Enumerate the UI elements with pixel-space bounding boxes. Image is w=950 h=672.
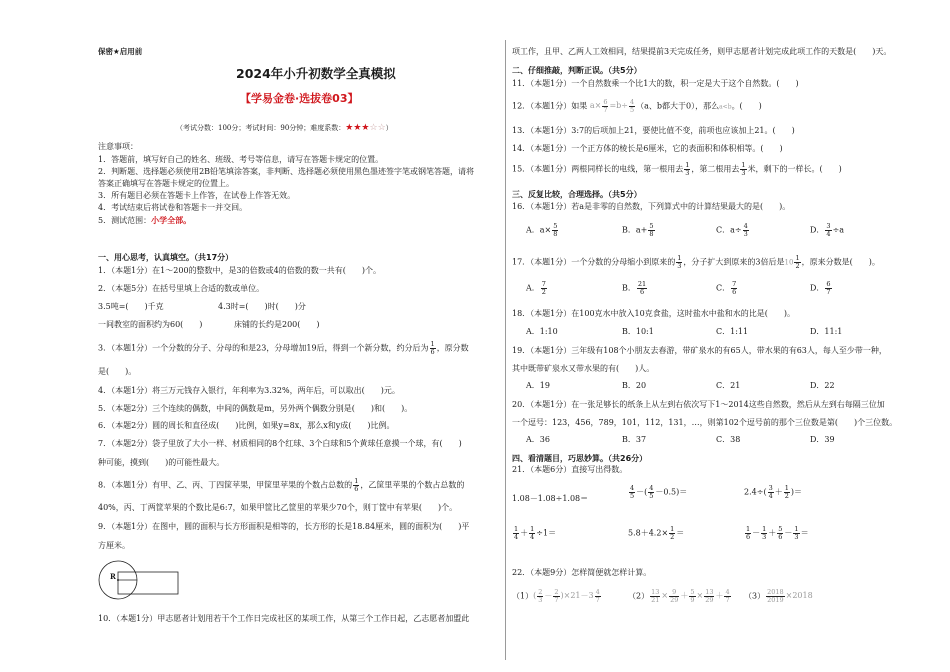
question-2: 2．（本题5分）在括号里填上合适的数或单位。: [98, 284, 265, 293]
question-14: 14．（本题1分）一个正方体的棱长是6厘米，它的表面积和体积相等。( ): [512, 144, 783, 153]
q3-text-b: ，原分数: [436, 343, 469, 353]
notice-item-1: 1．答题前，填写好自己的姓名、班级、考号等信息，请写在答题卡规定的位置。: [98, 155, 384, 164]
scope-label: 5．测试范围：: [98, 216, 152, 225]
difficulty-empty-stars-icon: ☆☆: [369, 123, 386, 133]
section-1-heading: 一、用心思考，认真填空。（共17分）: [98, 253, 234, 262]
question-9b: 方厘米。: [98, 541, 130, 550]
calc-5: 5.8＋4.2× $\frac{1}{2}$ ＝: [628, 525, 685, 541]
question-2d: 床铺的长约是200( ): [234, 320, 320, 329]
exam-title: 2024年小升初数学全真模拟: [236, 66, 396, 81]
q17-option-b[interactable]: B． $\frac{21}{6}$: [622, 280, 647, 296]
notice-item-3: 3．所有题目必须在答题卡上作答，在试卷上作答无效。: [98, 191, 296, 200]
notice-item-2b: 答案正确填写在答题卡规定的位置上。: [98, 179, 234, 188]
calc-3: 2.4÷( $\frac{3}{4}$ ＋ $\frac{1}{2}$ )＝: [744, 484, 802, 500]
question-4: 4．（本题1分）将三万元钱存入银行，年利率为3.32%，两年后，可以取出( )元。: [98, 386, 400, 395]
q8-text: 8．（本题1分）有甲、乙、丙、丁四筐苹果，甲筐里苹果的个数占总数的: [98, 480, 353, 490]
fraction: $\frac{1}{3}$: [685, 161, 690, 177]
question-10: 10．（本题1分）甲志愿者计划用若干个工作日完成社区的某项工作，从第三个工作日起，乙志愿者加盟此: [98, 614, 470, 623]
q19-option-a[interactable]: A．19: [526, 381, 550, 390]
q15-text: 15．（本题1分）两根同样长的电线，第一根用去: [512, 164, 684, 174]
q20-option-a[interactable]: A．36: [526, 435, 550, 444]
left-column: [98, 0, 498, 672]
question-3c: 是( )。: [98, 367, 137, 376]
secret-label: 保密★启用前: [98, 47, 143, 56]
q12-text: 12．（本题1分）如果: [512, 101, 588, 111]
q12-text-b: （a、b都大于0），那么: [636, 101, 720, 111]
question-13: 13．（本题1分）3:7的后项加上21，要使比值不变，前项也应该加上21。( ): [512, 126, 795, 135]
q19-option-b[interactable]: B．20: [622, 381, 647, 390]
q15-text-c: 米，剩下的一样长。( ): [747, 164, 842, 174]
q15-text-b: ，第二根用去: [691, 164, 740, 174]
notice-item-5: [98, 215, 191, 226]
q16-option-c[interactable]: C．a÷ $\frac{4}{3}$: [716, 222, 748, 238]
q16-option-a[interactable]: A．a× $\frac{5}{8}$: [526, 222, 558, 238]
question-15: [512, 162, 842, 177]
question-2b: 4.3时=( )时( )分: [218, 302, 306, 311]
question-18: 18．（本题1分）在100克水中放入10克食盐，这时盐水中盐和水的比是( )。: [512, 309, 795, 318]
question-3: [98, 341, 469, 356]
q16-option-b[interactable]: B．a+ $\frac{5}{8}$: [622, 222, 654, 238]
q12-inequality: a<b: [719, 103, 732, 111]
question-2a: 3.5吨=( )千克: [98, 302, 164, 311]
calc-1: 1.08－1.08÷1.08＝: [512, 494, 589, 503]
q8-text-b: ，乙筐里苹果的个数占总数的: [360, 480, 465, 490]
question-6: 6．（本题2分）圆的周长和直径成( )比例，如果y=8x，那么x和y成( )比例。: [98, 421, 395, 430]
question-2c: 一间教室的面积约为60( ): [98, 320, 203, 329]
q20-option-b[interactable]: B．37: [622, 435, 647, 444]
q17-option-a[interactable]: A． $\frac{7}{2}$: [526, 280, 546, 296]
question-7: 7．（本题2分）袋子里放了大小一样、材质相同的8个红球、3个白球和5个黄球任意摸一个球，有( ): [98, 439, 462, 448]
q17-text-b: ，分子扩大到原来的3倍后是: [683, 257, 785, 267]
question-7b: 种可能，摸到( )的可能性最大。: [98, 458, 225, 467]
q17-text: 17．（本题1分）一个分数的分母缩小到原来的: [512, 257, 676, 267]
section-4-heading: 四、看清题目，巧思妙算。（共26分）: [512, 454, 648, 463]
question-17: 17．（本题1分）一个分数的分母缩小到原来的 $\frac{1}{3}$ ，分子扩大到原来的3倍后是10 $\frac{1}{2}$ ，原来分数是( )。: [512, 254, 880, 270]
notice-heading: 注意事项：: [98, 142, 138, 151]
calc-2: $\frac{4}{5}$ －( $\frac{4}{5}$ －0.5)＝: [630, 484, 688, 500]
section-2-heading: 二、仔细推敲，判断正误。（共5分）: [512, 66, 642, 75]
fraction: $\frac{1}{3}$: [741, 161, 746, 177]
q20-option-c[interactable]: C．38: [716, 435, 741, 444]
q20-option-d[interactable]: D．39: [810, 435, 835, 444]
question-12: [512, 99, 762, 114]
q17-option-c[interactable]: C． $\frac{7}{6}$: [716, 280, 737, 296]
q17-option-d[interactable]: D． $\frac{6}{7}$: [810, 280, 831, 296]
q18-option-a[interactable]: A．1:10: [526, 327, 558, 336]
fraction: $\frac{1}{6}$: [430, 340, 435, 356]
question-20: 20．（本题1分）在一张足够长的纸条上从左到右依次写下1～2014这些自然数，然后从左到右每隔三位加: [512, 400, 885, 409]
notice-item-2: 2．判断题、选择题必须使用2B铅笔填涂答案，非判断、选择题必须使用黑色墨迹签字笔或钢笔答题，请将: [98, 167, 475, 176]
column-divider: [505, 40, 506, 660]
q12-text-c: 。( ): [731, 101, 762, 111]
question-19: 19．（本题1分）三年级有108个小朋友去春游，带矿泉水的有65人，带水果的有63人，每人至少带一种，: [512, 346, 887, 355]
q18-option-d[interactable]: D．11:1: [810, 327, 843, 336]
difficulty-stars-icon: ★★★: [345, 123, 370, 133]
q18-option-c[interactable]: C．1:11: [716, 327, 749, 336]
question-20b: 一个逗号：123，456，789，101，112，131，…，则第102个逗号前的那个三位数是第( )个三位数。: [512, 418, 898, 427]
meta-text: （考试分数：100分；考试时间：90分钟；难度系数：: [176, 124, 346, 132]
right-column: [512, 0, 912, 672]
simplify-1: （1）( $\frac{2}{3}$ － $\frac{2}{7}$ )×21－3 $\frac{4}{7}$: [512, 588, 600, 604]
notice-item-4: 4．考试结束后将试卷和答题卡一并交回。: [98, 203, 248, 212]
exam-subtitle: 【学易金卷·选拔卷03】: [240, 92, 359, 105]
question-11: 11．（本题1分）一个自然数乘一个比1大的数，积一定是大于这个自然数。( ): [512, 79, 799, 88]
q12-equation: a× $\frac{6}{7}$ =b÷ $\frac{4}{5}$: [589, 98, 635, 114]
exam-meta: [176, 123, 393, 134]
simplify-2: （2） $\frac{13}{21}$ × $\frac{9}{29}$ ＋ $\frac{5}{9}$ × $\frac{13}{29}$ ＋ $\frac{4}{7}$: [628, 588, 730, 604]
section-3-heading: 三、反复比较，合理选择。（共5分）: [512, 190, 642, 199]
question-5: 5．（本题2分）三个连续的偶数，中间的偶数是m，另外两个偶数分别是( )和( )。: [98, 404, 413, 413]
calc-4: $\frac{1}{4}$ ＋ $\frac{1}{4}$ ÷1＝: [514, 525, 557, 541]
question-8c: 40%，丙、丁两筐苹果的个数比是6:7，如果甲筐比乙筐里的苹果少70个，则丁筐中有苹果( )个。: [98, 503, 458, 512]
scope-value: 小学全部。: [151, 215, 192, 225]
q19-option-c[interactable]: C．21: [716, 381, 741, 390]
q16-option-d[interactable]: D． $\frac{3}{4}$ ÷a: [810, 222, 845, 238]
calc-6: $\frac{1}{6}$ － $\frac{1}{3}$ ＋ $\frac{5}{6}$ － $\frac{1}{3}$ ＝: [746, 525, 809, 541]
q19-option-d[interactable]: D．22: [810, 381, 835, 390]
q17-text-c: ，原来分数是( )。: [801, 257, 880, 267]
question-16: 16．（本题1分）若a是非零的自然数，下列算式中的计算结果最大的是( )。: [512, 202, 791, 211]
question-9: 9．（本题1分）在图中，圆的面积与长方形面积是相等的，长方形的长是18.84厘米，圆的面积为( )平: [98, 522, 470, 531]
meta-end: ）: [385, 124, 393, 132]
fraction: $\frac{1}{6}$: [354, 477, 359, 493]
question-22: 22．（本题9分）怎样简便就怎样计算。: [512, 568, 652, 577]
question-8: [98, 478, 464, 493]
simplify-3: （3） $\frac{2018}{2019}$ ×2018: [744, 588, 813, 604]
radius-label: R: [110, 572, 116, 581]
question-19b: 其中既带矿泉水又带水果的有( )人。: [512, 364, 655, 373]
q3-text: 3．（本题1分）一个分数的分子、分母的和是23，分母增加19后，得到一个新分数，约分后为: [98, 343, 429, 353]
question-1: 1．（本题1分）在1～200的整数中，是3的倍数或4的倍数的数一共有( )个。: [98, 266, 381, 275]
q18-option-b[interactable]: B．10:1: [622, 327, 654, 336]
question-10-cont: 项工作，且甲、乙两人工效相同，结果提前3天完成任务，则甲志愿者计划完成此项工作的天数是( )天。: [512, 47, 892, 56]
question-21: 21．（本题6分）直接写出得数。: [512, 465, 628, 474]
